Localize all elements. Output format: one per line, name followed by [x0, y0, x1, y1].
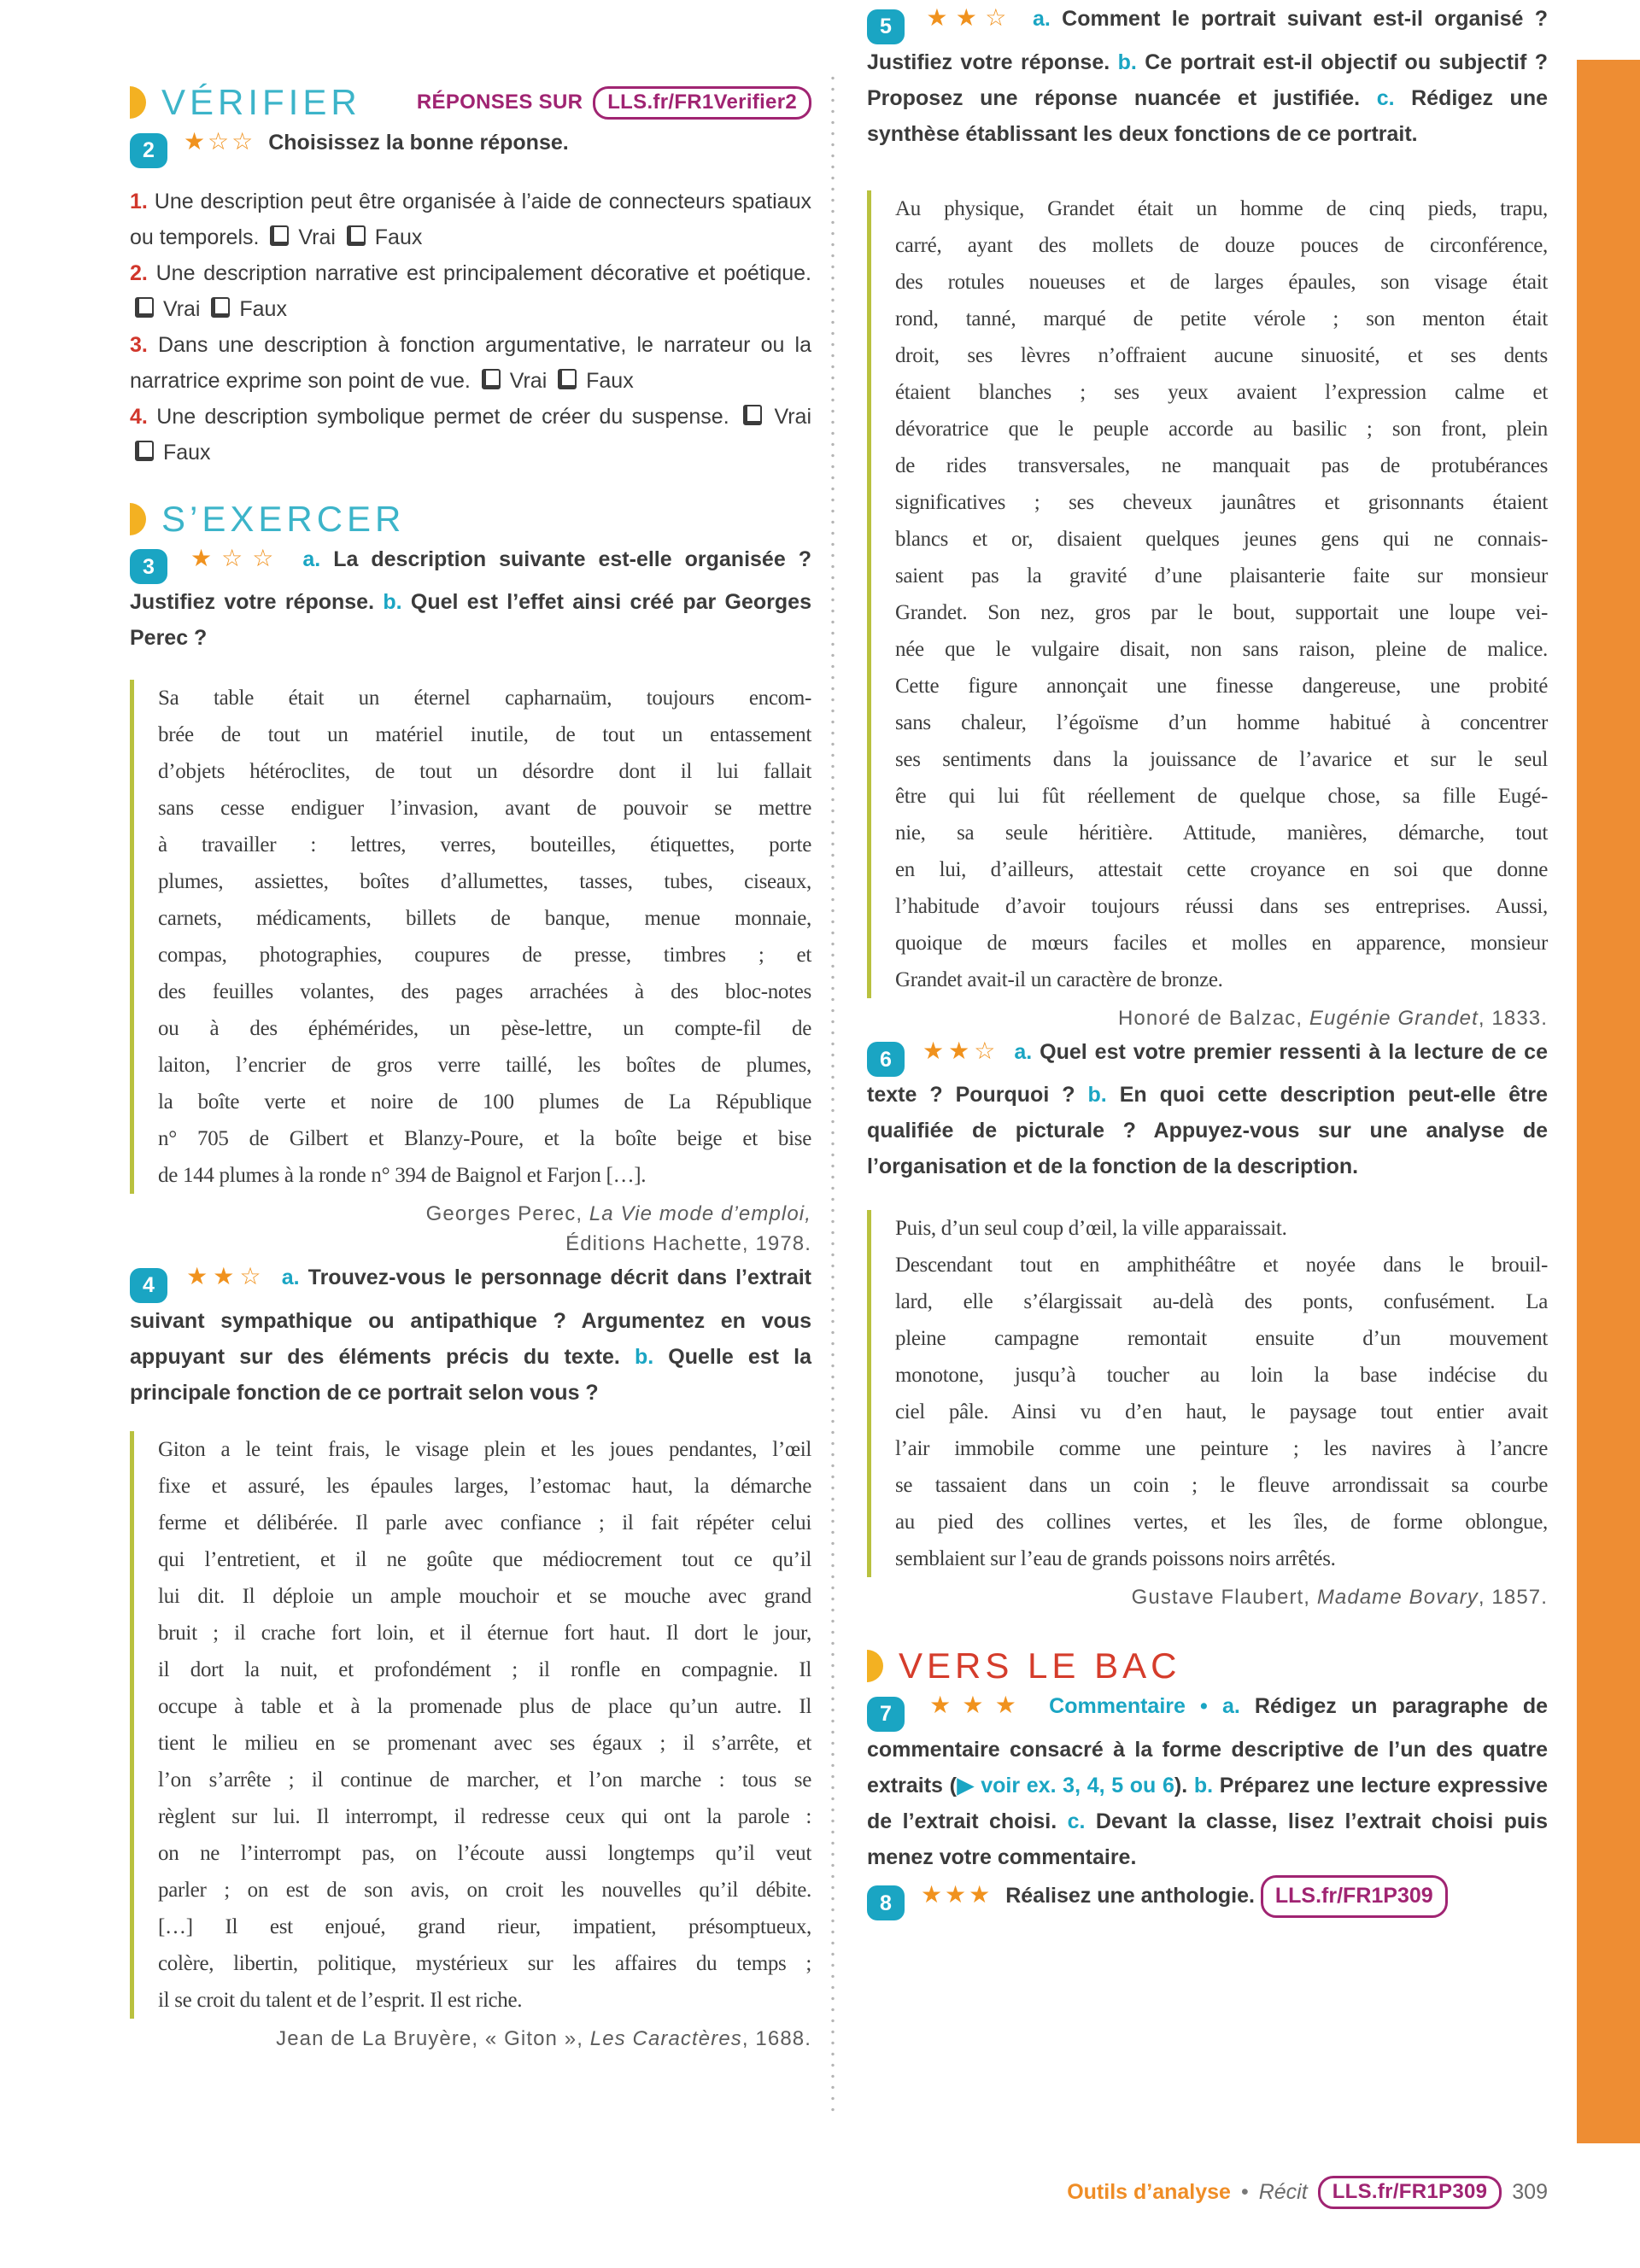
quote-perec [130, 680, 811, 1194]
exercise-3-difficulty-stars: ★☆☆ [190, 544, 284, 571]
text-segment: Quel est votre premier ressenti à la lecture de ce texte ? Pourquoi ? [867, 1039, 1548, 1107]
exercise-4 [130, 1259, 811, 1411]
quote-balzac [867, 190, 1548, 998]
checkbox-icon[interactable] [558, 369, 577, 389]
section-bullet-icon [130, 503, 146, 535]
quote-line: pleine campagne remontait ensuite d’un mouvement [895, 1327, 1548, 1350]
verifier-header-row [130, 81, 811, 124]
text-segment: ▶ voir ex. 3, 4, 5 ou 6 [956, 1773, 1174, 1797]
right-column [867, 0, 1548, 1920]
quote-line: rond, tanné, marqué de petite vérole ; son menton était [895, 307, 1548, 330]
exercise-2-instruction: Choisissez la bonne réponse. [268, 131, 569, 155]
footer-link-pill[interactable]: LLS.fr/FR1P309 [1318, 2176, 1502, 2209]
text-segment: La description suivante est-elle organisée ? Justifiez votre réponse. [130, 547, 811, 614]
list-item-4 [130, 399, 811, 471]
checkbox-icon[interactable] [135, 441, 154, 461]
quote-line: sans cesse endiguer l’invasion, avant de pouvoir se mettre [158, 797, 811, 820]
text-segment [1208, 1694, 1222, 1718]
text-segment: Éditions Hachette, 1978. [565, 1232, 811, 1255]
answers-link-pill[interactable]: LLS.fr/FR1Verifier2 [593, 86, 811, 120]
quote-line: étaient blanches ; ses yeux avaient l’expression calme et [895, 380, 1548, 404]
quote-labruyere-attribution [130, 2024, 811, 2054]
text-segment: Faux [233, 296, 287, 321]
checkbox-icon[interactable] [347, 225, 366, 246]
exercise-7-difficulty-stars: ★★★ [929, 1692, 1028, 1718]
quote-line: Au physique, Grandet était un homme de cinq pieds, trapu, [895, 196, 1548, 220]
quote-line: ciel pâle. Ainsi vu d’en haut, le paysage tout entier avait [895, 1400, 1548, 1423]
text-segment: Vrai [292, 225, 342, 249]
quote-line: on ne l’interrompt pas, on l’écoute aussi longtemps qu’il veut [158, 1841, 811, 1865]
quote-labruyere [130, 1431, 811, 2019]
quote-line: brée de tout un matériel inutile, de tout un entassement [158, 723, 811, 746]
exercise-6 [867, 1033, 1548, 1185]
quote-line: de rides transversales, ne manquait pas de protubérances [895, 453, 1548, 477]
quote-line: nie, sa seule héritière. Attitude, manières, démarche, tout [895, 821, 1548, 845]
left-column [130, 0, 811, 2054]
true-false-list [130, 184, 811, 471]
exercise-4-difficulty-stars: ★★☆ [186, 1263, 266, 1289]
quote-line: l’habitude d’avoir toujours réussi dans ses entreprises. Aussi, [895, 894, 1548, 918]
text-segment: , 1857. [1478, 1586, 1548, 1609]
text-segment: Rédigez une synthèse établissant les deux fonctions de ce portrait. [867, 85, 1548, 146]
section-bullet-icon [130, 86, 146, 119]
list-item-1 [130, 184, 811, 255]
exercise-8-instruction [1005, 1884, 1447, 1908]
quote-line: lui dit. Il déploie un ample mouchoir et se mouche avec grand [158, 1584, 811, 1608]
text-segment: Réalisez une anthologie. [1005, 1883, 1261, 1908]
quote-line: Giton a le teint frais, le visage plein et les joues pendantes, l’œil [158, 1437, 811, 1461]
text-segment: 2. [130, 260, 148, 285]
exercise-4-number-badge: 4 [130, 1268, 167, 1303]
text-segment: Vrai [765, 404, 811, 429]
exercise-3-number-badge: 3 [130, 549, 167, 584]
exercise-5-difficulty-stars: ★★☆ [926, 4, 1015, 31]
quote-line: il se croit du talent et de l’esprit. Il est riche. [158, 1988, 523, 2012]
quote-attribution-line [130, 1199, 811, 1229]
text-segment: Vrai [503, 368, 554, 393]
quote-line: des rotules noueuses et de larges épaules, son visage était [895, 270, 1548, 294]
section-title-vers-le-bac: VERS LE BAC [899, 1645, 1181, 1686]
exercise-2 [130, 124, 811, 168]
quote-line: Descendant tout en amphithéâtre et noyée dans le brouil- [895, 1254, 1548, 1277]
checkbox-icon[interactable] [135, 297, 154, 318]
text-segment: Vrai [157, 296, 207, 321]
text-segment: a. [1221, 1694, 1240, 1718]
exercise-3 [130, 541, 811, 657]
column-divider [831, 73, 835, 2113]
quote-line: carré, ayant des mollets de douze pouces de circonférence, [895, 233, 1548, 257]
text-segment: Une description peut être organisée à l’aide de connecteurs spatiaux ou temporels. [130, 189, 811, 249]
quote-line: d’objets hétéroclites, de tout un désordre dont il lui fallait [158, 760, 811, 783]
text-segment: a. [281, 1266, 300, 1289]
section-bullet-icon [867, 1650, 883, 1682]
text-segment: a. [1014, 1039, 1033, 1064]
quote-line: à travailler : lettres, verres, bouteilles, étiquettes, porte [158, 833, 811, 856]
quote-line: ferme et délibérée. Il parle avec confiance ; il fait répéter celui [158, 1511, 811, 1534]
quote-line: n° 705 de Gilbert et Blanzy-Poure, et la boîte beige et bise [158, 1127, 811, 1150]
quote-line: née que le vulgaire disait, non sans raison, pleine de malice. [895, 637, 1548, 661]
quote-attribution-line [867, 1582, 1548, 1612]
checkbox-icon[interactable] [270, 225, 289, 246]
text-segment: Les Caractères [589, 2026, 742, 2050]
text-segment: 4. [130, 404, 148, 429]
text-segment: Quel est l’effet ainsi créé par Georges Perec ? [130, 590, 811, 650]
quote-attribution-line [130, 2024, 811, 2054]
quote-line: parler ; on est de son avis, on croit les nouvelles qu’il débite. [158, 1878, 811, 1902]
quote-line: droit, ses lèvres n’offraient aucune sinuosité, et ses dents [895, 343, 1548, 367]
page-footer [867, 2176, 1548, 2209]
quote-line: Grandet. Son nez, gros par le bout, supportait une loupe vei- [895, 600, 1548, 624]
section-verifier [130, 81, 361, 124]
exercise-2-number-badge: 2 [130, 133, 167, 168]
text-segment: Faux [580, 368, 634, 393]
list-item-3 [130, 327, 811, 399]
text-segment: Une description symbolique permet de créer du suspense. [147, 404, 739, 429]
quote-line: l’air immobile comme une peinture ; les navires à l’ancre [895, 1437, 1548, 1460]
text-segment: , 1833. [1478, 1006, 1548, 1030]
quote-line: il dort la nuit, et profondément ; il ronfle en compagnie. Il [158, 1657, 811, 1681]
section-title-sexercer: S’EXERCER [161, 498, 406, 539]
quote-line: l’on s’arrête ; il continue de marcher, et l’on marche : tous se [158, 1768, 811, 1792]
list-item-2 [130, 255, 811, 327]
quote-line: fixe et assuré, les épaules larges, l’estomac haut, la démarche [158, 1474, 811, 1498]
quote-line: lard, elle s’élargissait au-delà des ponts, confusément. La [895, 1290, 1548, 1313]
exercise-5 [867, 0, 1548, 152]
quote-line: quoique de mœurs faciles et molles en apparence, monsieur [895, 931, 1548, 955]
exercise-5-number-badge: 5 [867, 9, 905, 44]
text-segment: Une description narrative est principalement décorative et poétique. [147, 260, 811, 285]
text-segment: b. [383, 590, 402, 614]
quote-line: colère, libertin, politique, mystérieux sur les affaires du temps ; [158, 1951, 811, 1975]
quote-line: au pied des collines vertes, et les îles, de forme oblongue, [895, 1511, 1548, 1534]
exercise-7-instruction [867, 1694, 1548, 1869]
text-segment: Eugénie Grandet [1309, 1006, 1479, 1030]
quote-line: dévoratrice que le peuple accorde au basilic ; son front, plein [895, 417, 1548, 441]
text-segment: En quoi cette description peut-elle être qualifiée de picturale ? Appuyez-vous sur une analyse de l’organisation et de la fonction de la description. [867, 1083, 1548, 1178]
quote-line: Sa table était un éternel capharnaüm, toujours encom- [158, 687, 811, 710]
quote-line: se tassaient dans un coin ; le fleuve arrondissait sa courbe [895, 1474, 1548, 1497]
quote-line: règlent sur lui. Il interrompt, il redresse ceux qui ont la parole : [158, 1804, 811, 1828]
text-segment: Rédigez un paragraphe de commentaire consacré à la forme descriptive de l’un des quatre extraits ( [867, 1694, 1549, 1797]
quote-flaubert [867, 1210, 1548, 1577]
exercise-6-difficulty-stars: ★★☆ [922, 1037, 1000, 1064]
quote-line: sans chaleur, l’égoïsme d’un homme habitué à concentrer [895, 710, 1548, 734]
quote-line: bruit ; il crache fort loin, et il éternue fort haut. Il dort le jour, [158, 1621, 811, 1645]
exercise-6-number-badge: 6 [867, 1042, 905, 1077]
answers-link-row [417, 86, 811, 120]
quote-line: Grandet avait-il un caractère de bronze. [895, 967, 1223, 991]
text-segment: Devant la classe, lisez l’extrait choisi puis menez votre commentaire. [867, 1809, 1548, 1869]
exercise-2-difficulty-stars: ★☆☆ [183, 128, 256, 155]
quote-line: occupe à table et à la promenade plus de place qu’un autre. Il [158, 1694, 811, 1718]
text-segment: b. [634, 1344, 654, 1369]
text-segment: b. [1087, 1083, 1107, 1107]
quote-line: saient pas la gravité d’une plaisanterie faite sur monsieur [895, 564, 1548, 587]
quote-line: compas, photographies, coupures de presse, timbres ; et [158, 944, 811, 967]
text-segment: Jean de La Bruyère, « Giton », [276, 2026, 590, 2050]
quote-line: Cette figure annonçait une finesse dangereuse, une probité [895, 674, 1548, 698]
text-segment: a. [1033, 7, 1051, 31]
link-pill[interactable]: LLS.fr/FR1P309 [1261, 1875, 1448, 1918]
text-segment: , 1688. [741, 2026, 811, 2050]
quote-flaubert-attribution [867, 1582, 1548, 1612]
text-segment: Faux [368, 225, 423, 249]
text-segment: c. [1067, 1809, 1086, 1833]
text-segment: Georges Perec, [425, 1202, 589, 1225]
quote-balzac-attribution [867, 1003, 1548, 1033]
text-segment: Faux [157, 440, 211, 465]
text-segment: Ce portrait est-il objectif ou subjectif ? Proposez une réponse nuancée et justifiée. [867, 50, 1548, 110]
text-segment: Madame Bovary [1316, 1586, 1479, 1609]
quote-line: […] Il est enjoué, grand rieur, impatient, présomptueux, [158, 1914, 811, 1938]
quote-line: en lui, d’ailleurs, attestait cette croyance en soi que donne [895, 857, 1548, 881]
section-vers-le-bac [867, 1645, 1548, 1687]
section-title-verifier: VÉRIFIER [161, 82, 361, 122]
quote-line: blancs et or, disaient quelques jeunes gens qui ne connais- [895, 527, 1548, 551]
quote-line: être qui lui fût réellement de quelque chose, sa fille Eugé- [895, 784, 1548, 808]
exercise-7-number-badge: 7 [867, 1697, 905, 1732]
text-segment: ). [1174, 1773, 1194, 1797]
quote-perec-attribution [130, 1199, 811, 1259]
quote-line: carnets, médicaments, billets de banque, menue monnaie, [158, 907, 811, 930]
text-segment: Gustave Flaubert, [1131, 1586, 1317, 1609]
checkbox-icon[interactable] [211, 297, 230, 318]
exercise-8-difficulty-stars: ★★★ [920, 1880, 993, 1908]
text-segment: Quelle est la principale fonction de ce portrait selon vous ? [130, 1344, 811, 1405]
text-segment: 1. [130, 189, 148, 213]
exercise-7 [867, 1687, 1548, 1875]
quote-line: de 144 plumes à la ronde n° 394 de Baignol et Farjon […]. [158, 1164, 647, 1187]
text-segment: La Vie mode d’emploi, [589, 1202, 811, 1225]
exercise-8 [867, 1875, 1548, 1921]
quote-line: Puis, d’un seul coup d’œil, la ville apparaissait. [895, 1217, 1287, 1240]
page-edge-bar [1577, 60, 1640, 2143]
checkbox-icon[interactable] [482, 369, 501, 389]
text-segment: Honoré de Balzac, [1118, 1006, 1309, 1030]
quote-line: qui l’entretient, et il ne goûte que médiocrement tout ce qu’il [158, 1547, 811, 1571]
text-segment: Commentaire • [1049, 1694, 1208, 1718]
quote-line: tient le milieu en se promenant avec ses égaux ; il s’arrête, et [158, 1731, 811, 1755]
footer-subsection-label: Récit [1258, 2180, 1308, 2204]
quote-line: semblaient sur l’eau de grands poissons noirs arrêtés. [895, 1547, 1336, 1570]
text-segment: c. [1376, 85, 1395, 110]
text-segment: a. [302, 547, 321, 571]
quote-line: plumes, assiettes, boîtes d’allumettes, tasses, tubes, ciseaux, [158, 870, 811, 893]
footer-separator: • [1240, 2180, 1249, 2204]
quote-line: des feuilles volantes, des pages arrachées à des bloc-notes [158, 980, 811, 1003]
footer-section-label: Outils d’analyse [1067, 2180, 1231, 2204]
quote-line: significatives ; ses cheveux jaunâtres et grisonnants étaient [895, 490, 1548, 514]
quote-line: laiton, l’encrier de gros verre taillé, les boîtes de plumes, [158, 1054, 811, 1077]
quote-line: ses sentiments dans la jouissance de l’avarice et sur le seul [895, 747, 1548, 771]
answers-label: RÉPONSES SUR [416, 91, 583, 114]
text-segment: Dans une description à fonction argumentative, le narrateur ou la narratrice exprime son point de vue. [130, 332, 811, 393]
text-segment: Préparez une lecture expressive de l’extrait choisi. [867, 1773, 1549, 1833]
quote-line: ou à des éphémérides, un pèse-lettre, un compte-fil de [158, 1017, 811, 1040]
section-sexercer [130, 498, 811, 541]
text-segment: Comment le portrait suivant est-il organisé ? Justifiez votre réponse. [867, 7, 1548, 74]
quote-attribution-line [130, 1229, 811, 1259]
exercise-8-number-badge: 8 [867, 1885, 905, 1920]
quote-line: monotone, jusqu’à toucher au loin la base indécise du [895, 1364, 1548, 1387]
checkbox-icon[interactable] [743, 405, 762, 425]
quote-attribution-line [867, 1003, 1548, 1033]
text-segment: Trouvez-vous le personnage décrit dans l’extrait suivant sympathique ou antipathique ? Argumentez en vous appuyant sur des éléments précis du texte. [130, 1266, 811, 1369]
text-segment: b. [1117, 50, 1137, 74]
page-number: 309 [1512, 2180, 1548, 2204]
text-segment: 3. [130, 332, 148, 357]
quote-line: la boîte verte et noire de 100 plumes de La République [158, 1090, 811, 1114]
text-segment: b. [1193, 1773, 1214, 1797]
